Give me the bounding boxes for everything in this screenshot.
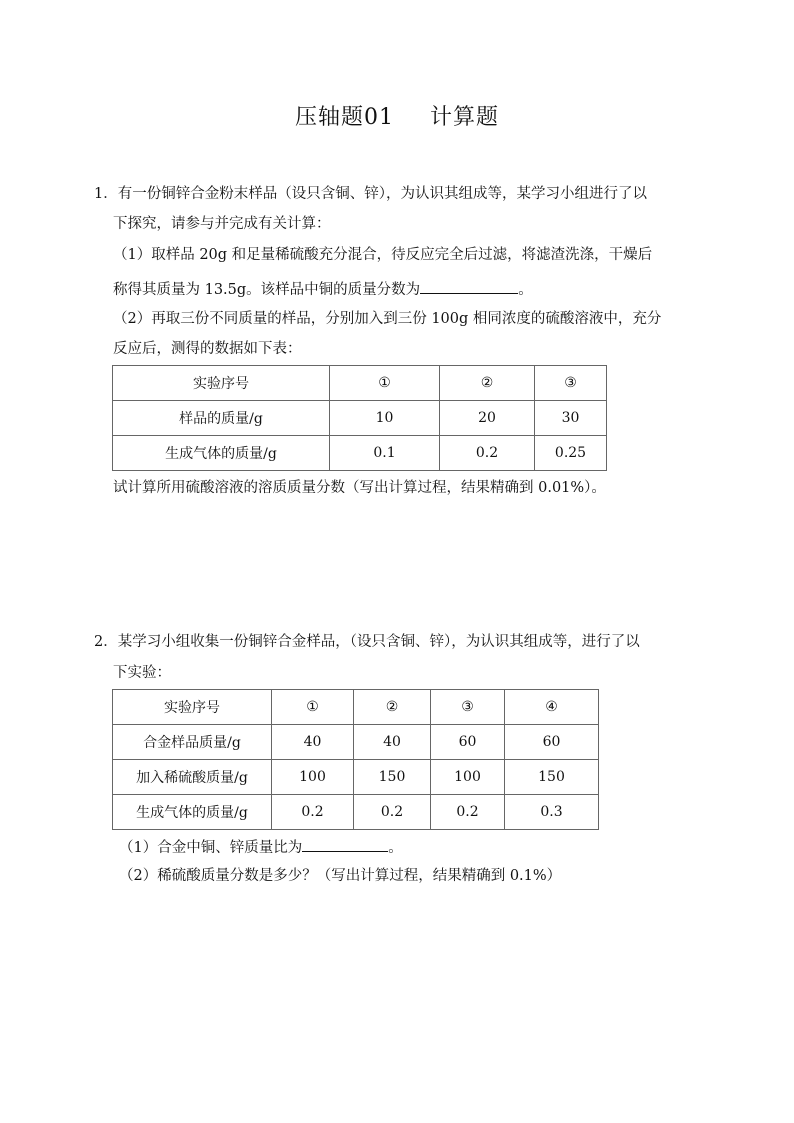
table-cell: 0.25 — [535, 436, 607, 471]
table-cell: 150 — [505, 760, 599, 795]
table-cell: 40 — [272, 725, 354, 760]
table-header-cell: ③ — [535, 366, 607, 401]
table-cell: 样品的质量/g — [113, 401, 330, 436]
table-header-cell: ③ — [431, 690, 505, 725]
q1-data-table — [112, 365, 607, 471]
table-cell: 0.2 — [354, 795, 431, 830]
q1-line4-end: 。 — [518, 282, 533, 298]
q1-line4-text: 称得其质量为 13.5g。该样品中铜的质量分数为 — [113, 282, 421, 298]
table-row — [113, 366, 607, 401]
title-sub: 计算题 — [429, 105, 499, 130]
q2-data-table — [112, 689, 599, 830]
table-cell: 40 — [354, 725, 431, 760]
table-header-cell: ② — [354, 690, 431, 725]
q2-answer-blank[interactable] — [302, 835, 388, 852]
q1-answer-blank[interactable] — [420, 277, 518, 294]
table-cell: 0.2 — [431, 795, 505, 830]
title-main: 压轴题01 — [294, 105, 394, 130]
table-header-cell: 实验序号 — [113, 366, 330, 401]
table-cell: 生成气体的质量/g — [113, 795, 272, 830]
table-header-cell: ② — [440, 366, 535, 401]
table-row — [113, 401, 607, 436]
table-cell: 0.2 — [440, 436, 535, 471]
q1-line3: （1）取样品 20g 和足量稀硫酸充分混合，待反应完全后过滤，将滤渣洗涤，干燥后 — [113, 247, 653, 263]
table-cell: 0.2 — [272, 795, 354, 830]
table-header-cell: 实验序号 — [113, 690, 272, 725]
table-cell: 加入稀硫酸质量/g — [113, 760, 272, 795]
q2-sub1-text: （1）合金中铜、锌质量比为 — [119, 840, 303, 856]
table-cell: 60 — [505, 725, 599, 760]
table-cell: 100 — [431, 760, 505, 795]
table-header-cell: ① — [272, 690, 354, 725]
table-header-cell: ④ — [505, 690, 599, 725]
table-header-cell: ① — [330, 366, 440, 401]
table-cell: 20 — [440, 401, 535, 436]
q1-line4 — [113, 277, 533, 300]
q2-sub1-end: 。 — [388, 840, 403, 856]
table-cell: 0.3 — [505, 795, 599, 830]
table-cell: 150 — [354, 760, 431, 795]
q1-line6: 反应后，测得的数据如下表： — [113, 341, 302, 357]
table-cell: 合金样品质量/g — [113, 725, 272, 760]
table-cell: 60 — [431, 725, 505, 760]
table-row — [113, 795, 599, 830]
table-cell: 10 — [330, 401, 440, 436]
table-cell: 0.1 — [330, 436, 440, 471]
q1-line7: 试计算所用硫酸溶液的溶质质量分数（写出计算过程，结果精确到 0.01%）。 — [113, 480, 606, 496]
q2-line1: 2．某学习小组收集一份铜锌合金样品，（设只含铜、锌），为认识其组成等，进行了以 — [94, 634, 640, 650]
table-cell: 30 — [535, 401, 607, 436]
table-cell: 生成气体的质量/g — [113, 436, 330, 471]
q1-line1: 1．有一份铜锌合金粉末样品（设只含铜、锌），为认识其组成等，某学习小组进行了以 — [94, 186, 647, 202]
table-row — [113, 760, 599, 795]
table-row — [113, 725, 599, 760]
table-row — [113, 690, 599, 725]
q1-line2: 下探究，请参与并完成有关计算： — [113, 216, 331, 232]
q2-sub2: （2）稀硫酸质量分数是多少？（写出计算过程，结果精确到 0.1%） — [119, 868, 562, 884]
q2-sub1 — [119, 835, 403, 858]
q1-line5: （2）再取三份不同质量的样品，分别加入到三份 100g 相同浓度的硫酸溶液中，充分 — [113, 311, 662, 327]
table-cell: 100 — [272, 760, 354, 795]
page-title — [0, 100, 794, 131]
table-row — [113, 436, 607, 471]
q2-line2: 下实验： — [113, 665, 171, 681]
